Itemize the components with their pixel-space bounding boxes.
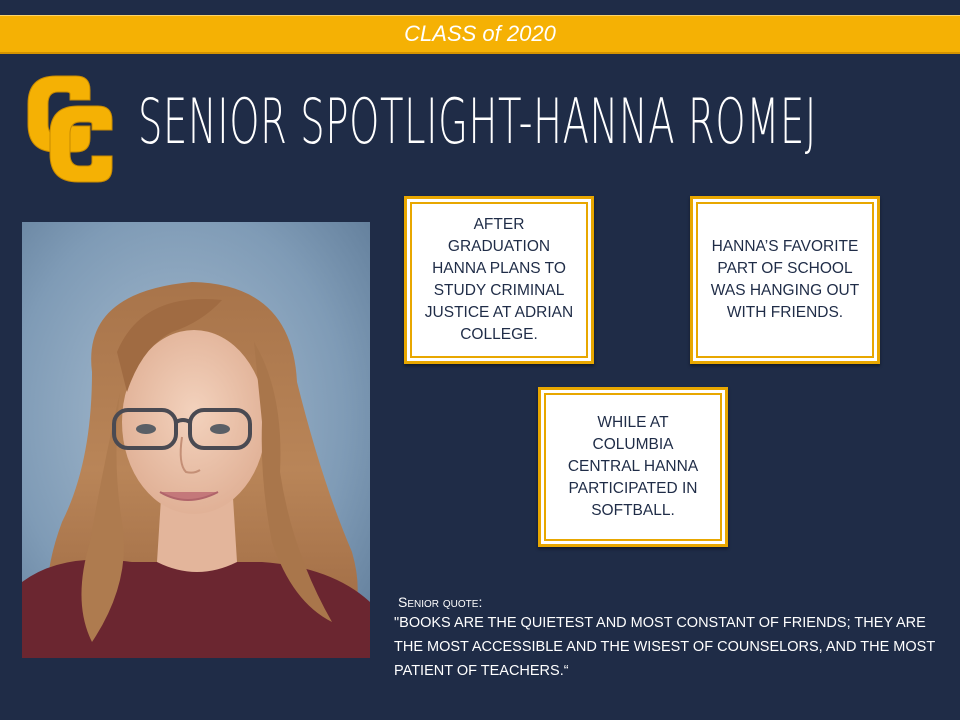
cc-monogram-icon xyxy=(20,66,120,186)
senior-portrait-photo xyxy=(22,222,370,658)
senior-quote: "BOOKS ARE THE QUIETEST AND MOST CONSTANT OF FRIENDS; THEY ARE THE MOST ACCESSIBLE AND THE WISEST OF COUNSELORS, AND THE MOST PATIENT OF TEACHERS.“ xyxy=(394,615,935,679)
fact-card-activities: WHILE AT COLUMBIA CENTRAL HANNA PARTICIPATED IN SOFTBALL. xyxy=(538,387,728,547)
fact-card-plans: AFTER GRADUATION HANNA PLANS TO STUDY CRIMINAL JUSTICE AT ADRIAN COLLEGE. xyxy=(404,196,594,364)
quote-label: Senior quote: xyxy=(398,594,483,610)
class-banner: CLASS of 2020 xyxy=(0,15,960,54)
page-title: SENIOR SPOTLIGHT-HANNA ROMEJ xyxy=(138,85,817,158)
fact-card-favorite: HANNA’S FAVORITE PART OF SCHOOL WAS HANGING OUT WITH FRIENDS. xyxy=(690,196,880,364)
